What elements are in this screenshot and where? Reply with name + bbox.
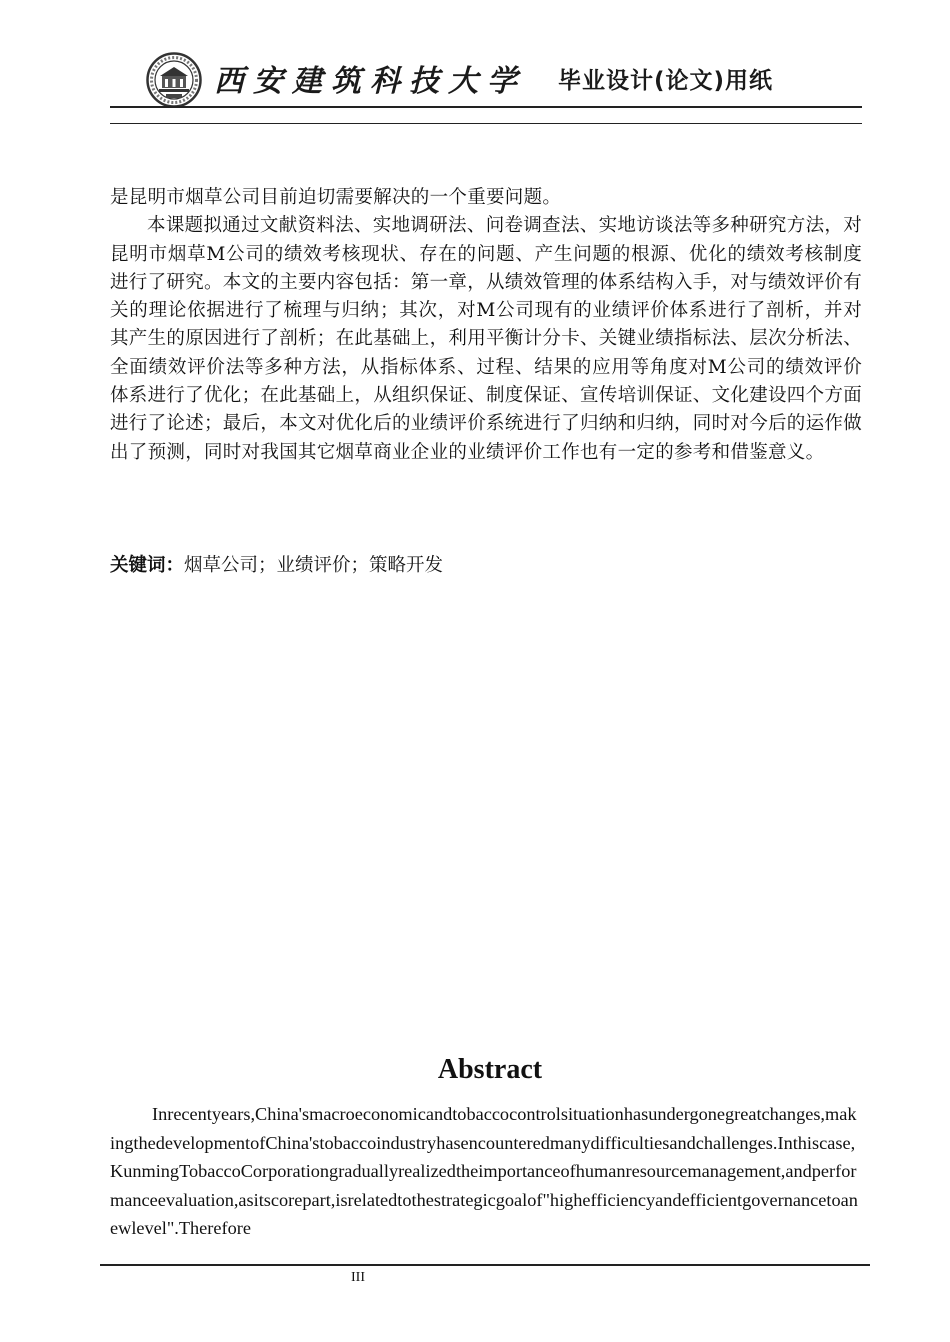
header-rule bbox=[110, 106, 862, 108]
header-rule-secondary bbox=[110, 123, 862, 124]
paragraph: 是昆明市烟草公司目前迫切需要解决的一个重要问题。 bbox=[110, 187, 562, 208]
chinese-abstract-body bbox=[110, 184, 862, 467]
paragraph: 本课题拟通过文献资料法、实地调研法、问卷调查法、实地访谈法等多种研究方法，对昆明市烟草M公司的绩效考核现状、存在的问题、产生问题的根源、优化的绩效考核制度进行了研究。本文的主要内容包括：第一章，从绩效管理的体系结构入手，对与绩效评价有关的理论依据进行了梳理与归纳；其次，对M公司现有的业绩评价体系进行了剖析，并对其产生的原因进行了剖析；在此基础上，利用平衡计分卡、关键业绩指标法、层次分析法、全面绩效评价法等多种方法，从指标体系、过程、结果的应用等角度对M公司的绩效评价体系进行了优化；在此基础上，从组织保证、制度保证、宣传培训保证、文化建设四个方面进行了论述；最后，本文对优化后的业绩评价系统进行了归纳和归纳，同时对今后的运作做出了预测，同时对我国其它烟草商业企业的业绩评价工作也有一定的参考和借鉴意义。 bbox=[110, 215, 863, 463]
keywords-label: 关键词： bbox=[110, 555, 185, 576]
keywords-line bbox=[110, 552, 443, 580]
page-number: III bbox=[351, 1270, 365, 1285]
paper-type-title: 毕业设计(论文)用纸 bbox=[558, 68, 774, 94]
footer-rule bbox=[100, 1264, 870, 1266]
university-seal-icon bbox=[146, 52, 202, 108]
keywords-value: 烟草公司；业绩评价；策略开发 bbox=[184, 555, 444, 576]
abstract-body: Inrecentyears,China'smacroeconomicandtobaccocontrolsituationhasundergonegreatchanges,makingthedevelopmentofChina'stobaccoindustryhasencounteredmanydifficultiesandchallenges.Inthiscase,KunmingTobaccoCorporationgraduallyrealizedtheimportanceofhumanresourcemanagement,andperformanceevaluation,asitscorepart,isrelatedtothestrategicgoalof"highefficiencyandefficientgovernancetoanewlevel".Therefore bbox=[110, 1104, 858, 1239]
page-header bbox=[110, 40, 862, 130]
abstract-title: Abstract bbox=[437, 1054, 543, 1085]
university-name: 西安建筑科技大学 bbox=[214, 64, 526, 99]
